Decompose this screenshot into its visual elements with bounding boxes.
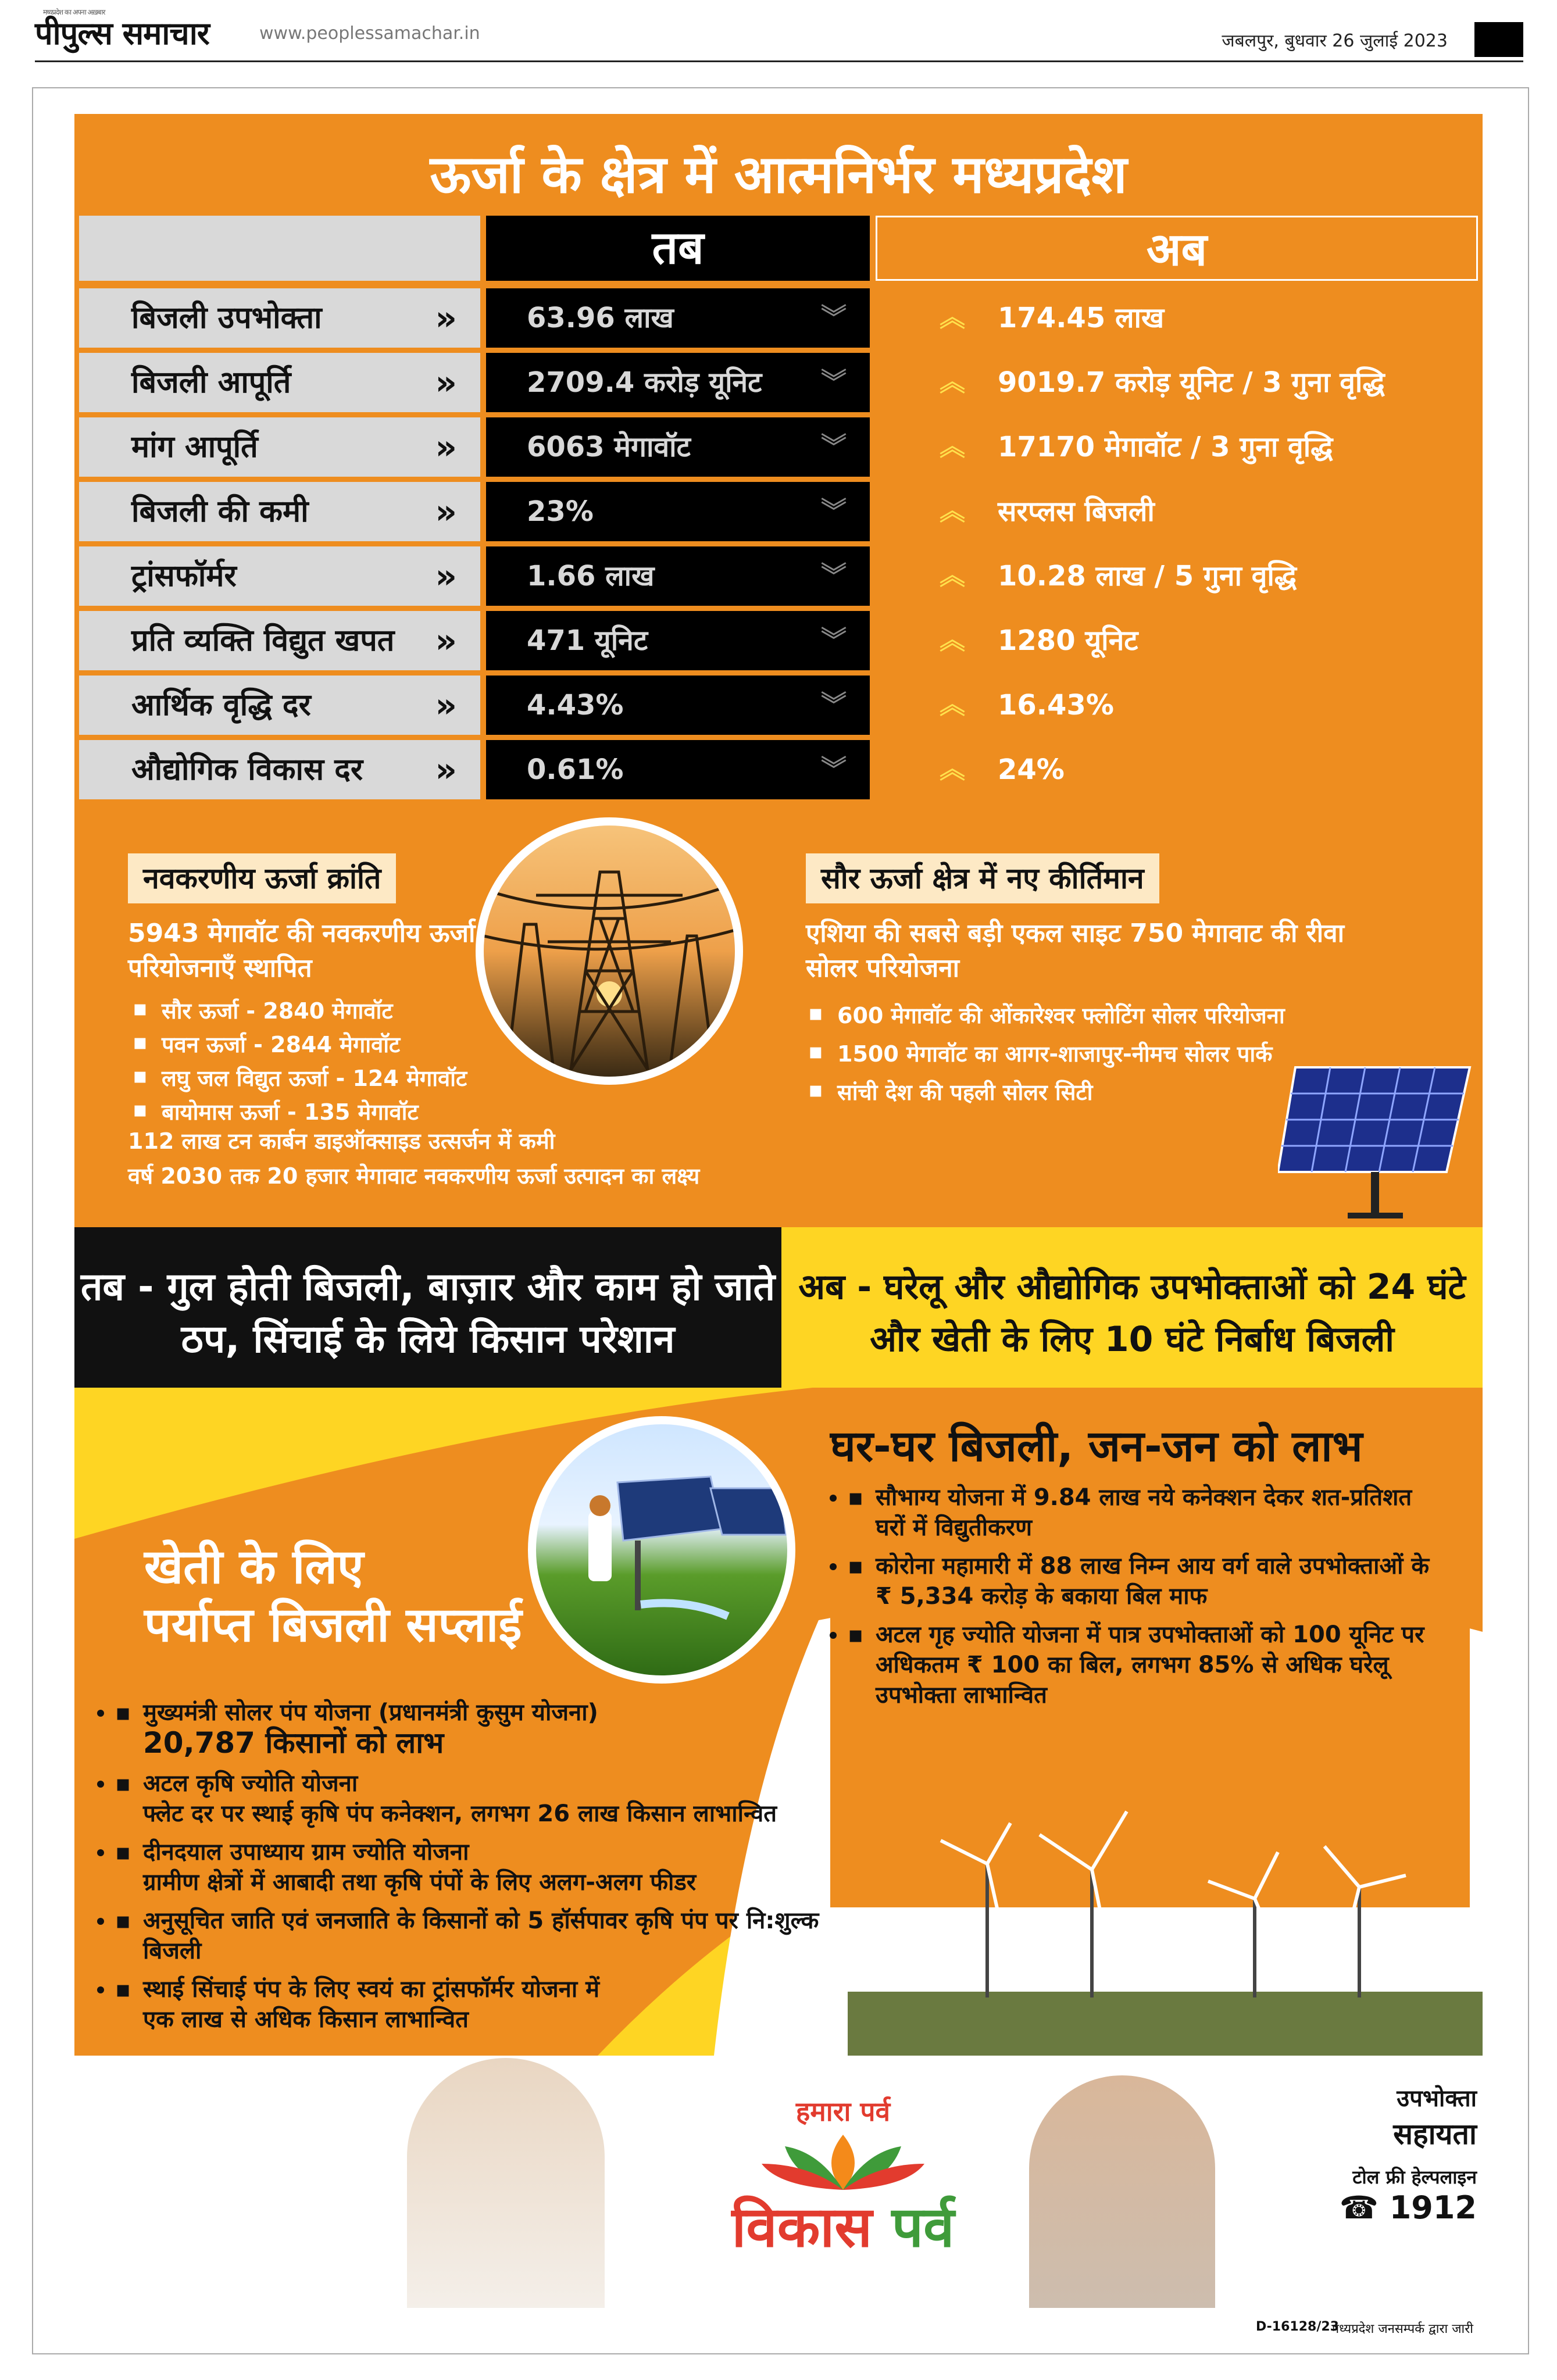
double-chevron-right-icon: »	[435, 621, 457, 660]
row-now-value	[876, 417, 1478, 477]
row-label	[79, 676, 480, 735]
list-item: ▪ पवन ऊर्जा - 2844 मेगावॉट	[133, 1029, 528, 1059]
solar-panel-icon	[1278, 1056, 1476, 1224]
list-item: ▪ सौर ऊर्जा - 2840 मेगावॉट	[133, 995, 528, 1025]
double-chevron-down-icon: ︾	[821, 496, 847, 526]
renewable-tag: नवकरणीय ऊर्जा क्रांति	[128, 853, 396, 903]
table-row	[79, 611, 1478, 670]
logo-big-text	[669, 2195, 1017, 2259]
table-head-blank	[79, 216, 480, 281]
helpline-number-row	[1291, 2189, 1477, 2226]
farm-item-title: मुख्यमंत्री सोलर पंप योजना (प्रधानमंत्री कुसुम योजना)	[143, 1699, 598, 1726]
solar-lead: एशिया की सबसे बड़ी एकल साइट 750 मेगावाट की रीवा सोलर परियोजना	[806, 919, 1344, 983]
solar-farm-icon	[536, 1424, 787, 1675]
row-then-value	[486, 676, 870, 735]
row-label-text: बिजली आपूर्ति	[131, 365, 291, 400]
farm-list	[115, 1689, 842, 2043]
row-label	[79, 611, 480, 670]
list-item: ▪ 1500 मेगावॉट का आगर-शाजापुर-नीमच सोलर पार्क	[808, 1038, 1366, 1069]
band-then-label: तब	[80, 1264, 125, 1309]
helpline-block	[1291, 2081, 1477, 2226]
row-now-value	[876, 482, 1478, 541]
band-now-label: अब	[798, 1267, 845, 1307]
row-then-value	[486, 740, 870, 799]
household-list	[848, 1474, 1441, 1718]
newspaper-logo	[35, 10, 209, 53]
list-item	[115, 1906, 842, 1966]
now-value-text: 1280 यूनिट	[998, 624, 1138, 657]
then-value-text: 4.43%	[527, 689, 624, 721]
double-chevron-down-icon: ︾	[821, 303, 847, 333]
double-chevron-right-icon: »	[435, 750, 457, 789]
footer-code: D-16128/23	[1256, 2320, 1339, 2334]
transmission-tower-icon	[484, 826, 735, 1077]
double-chevron-up-icon: ︽	[940, 496, 965, 526]
portrait-left	[407, 2058, 605, 2308]
list-item: ▪ 600 मेगावॉट की ओंकारेश्वर फ्लोटिंग सोलर परियोजना	[808, 1000, 1366, 1030]
farm-item-title: अनुसूचित जाति एवं जनजाति के किसानों को 5 हॉर्सपावर कृषि पंप पर नि:शुल्क बिजली	[143, 1907, 819, 1964]
farm-item-detail: फ्लेट दर पर स्थाई कृषि पंप कनेक्शन, लगभग 26 लाख किसान लाभान्वित	[143, 1800, 777, 1827]
double-chevron-up-icon: ︽	[940, 432, 965, 462]
double-chevron-down-icon: ︾	[821, 690, 847, 720]
farm-solar-photo	[528, 1416, 795, 1684]
list-item: ▪ • कोरोना महामारी में 88 लाख निम्न आय वर्ग वाले उपभोक्ताओं के ₹ 5,334 करोड़ के बकाया बिल माफ	[848, 1551, 1441, 1611]
then-value-text: 1.66 लाख	[527, 560, 655, 592]
row-label	[79, 353, 480, 412]
table-row	[79, 546, 1478, 606]
then-value-text: 63.96 लाख	[527, 302, 674, 334]
row-now-value	[876, 288, 1478, 348]
now-value-text: सरप्लस बिजली	[998, 495, 1155, 528]
row-now-value	[876, 353, 1478, 412]
now-value-text: 16.43%	[998, 689, 1114, 721]
then-value-text: 0.61%	[527, 753, 624, 786]
farm-item-detail: एक लाख से अधिक किसान लाभान्वित	[143, 2006, 469, 2033]
solar-tag: सौर ऊर्जा क्षेत्र में नए कीर्तिमान	[806, 853, 1159, 903]
dateline: जबलपुर, बुधवार 26 जुलाई 2023	[1222, 31, 1448, 51]
farm-heading-line-2: पर्याप्त बिजली सप्लाई	[144, 1598, 522, 1653]
row-then-value	[486, 288, 870, 348]
farm-item-title: स्थाई सिंचाई पंप के लिए स्वयं का ट्रांसफॉर्मर योजना में	[143, 1976, 600, 2003]
logo-big-word-2: पर्व	[891, 2195, 955, 2260]
logo-text: पीपुल्स समाचार	[35, 15, 209, 52]
row-label-text: मांग आपूर्ति	[131, 430, 258, 464]
now-value-text: 174.45 लाख	[998, 302, 1165, 334]
row-then-value	[486, 611, 870, 670]
table-head-then: तब	[486, 216, 870, 281]
list-item: ▪ • अटल गृह ज्योति योजना में पात्र उपभोक्ताओं को 100 यूनिट पर अधिकतम ₹ 100 का बिल, लगभग 85% से अधिक घरेलू उपभोक्ता लाभान्वित	[848, 1620, 1441, 1710]
row-label-text: बिजली उपभोक्ता	[131, 301, 322, 335]
helpline-line-3: टोल फ्री हेल्पलाइन	[1352, 2166, 1477, 2188]
then-value-text: 23%	[527, 495, 594, 528]
row-label-text: बिजली की कमी	[131, 494, 309, 529]
farm-item-detail: ग्रामीण क्षेत्रों में आबादी तथा कृषि पंपों के लिए अलग-अलग फीडर	[143, 1869, 697, 1896]
row-now-value	[876, 740, 1478, 799]
page-title: ऊर्जा के क्षेत्र में आत्मनिर्भर मध्यप्रदेश	[430, 144, 1127, 205]
renewable-lead: 5943 मेगावॉट की नवकरणीय ऊर्जा परियोजनाएँ स्थापित	[128, 919, 476, 983]
now-value-text: 9019.7 करोड़ यूनिट / 3 गुना वृद्धि	[998, 366, 1385, 399]
farm-item-title: अटल कृषि ज्योति योजना	[143, 1770, 358, 1797]
row-then-value	[486, 353, 870, 412]
list-item: ▪ • सौभाग्य योजना में 9.84 लाख नये कनेक्शन देकर शत-प्रतिशत घरों में विद्युतीकरण	[848, 1482, 1441, 1543]
renewable-list	[133, 992, 528, 1130]
row-then-value	[486, 417, 870, 477]
double-chevron-up-icon: ︽	[940, 690, 965, 720]
farm-heading-line-1: खेती के लिए	[144, 1539, 364, 1595]
row-label	[79, 546, 480, 606]
portrait-right	[1029, 2075, 1215, 2308]
vikas-parv-logo	[669, 2093, 1017, 2296]
masthead	[35, 0, 1523, 63]
table-row	[79, 353, 1478, 412]
table-row	[79, 288, 1478, 348]
now-value-text: 24%	[998, 753, 1065, 786]
list-item	[115, 1698, 842, 1760]
table-row	[79, 676, 1478, 735]
renewable-line-1: 112 लाख टन कार्बन डाइऑक्साइड उत्सर्जन में कमी	[128, 1128, 555, 1154]
table-row	[79, 417, 1478, 477]
band-now	[781, 1227, 1483, 1388]
band-then-text: - गुल होती बिजली, बाज़ार और काम हो जाते ठप, सिंचाई के लिये किसान परेशान	[124, 1264, 776, 1361]
double-chevron-up-icon: ︽	[940, 755, 965, 784]
helpline-line-2: सहायता	[1393, 2117, 1477, 2151]
row-now-value	[876, 546, 1478, 606]
list-item: ▪ लघु जल विद्युत ऊर्जा - 124 मेगावॉट	[133, 1063, 528, 1093]
now-value-text: 17170 मेगावॉट / 3 गुना वृद्धि	[998, 431, 1333, 463]
advertisement	[74, 114, 1483, 2056]
double-chevron-up-icon: ︽	[940, 626, 965, 655]
household-heading: घर-घर बिजली, जन-जन को लाभ	[830, 1421, 1363, 1471]
now-value-text: 10.28 लाख / 5 गुना वृद्धि	[998, 560, 1297, 592]
row-now-value	[876, 676, 1478, 735]
list-item	[115, 1768, 842, 1829]
double-chevron-right-icon: »	[435, 685, 457, 725]
list-item: ▪ सांची देश की पहली सोलर सिटी	[808, 1077, 1366, 1107]
farm-item-detail: 20,787 किसानों को लाभ	[143, 1726, 444, 1760]
page-marker-box	[1474, 22, 1523, 57]
masthead-rule	[35, 60, 1523, 62]
list-item: ▪ बायोमास ऊर्जा - 135 मेगावॉट	[133, 1096, 528, 1127]
double-chevron-right-icon: »	[435, 298, 457, 338]
row-label	[79, 740, 480, 799]
logo-small-text: हमारा पर्व	[795, 2096, 891, 2127]
double-chevron-up-icon: ︽	[940, 303, 965, 333]
footer-issuer: मध्यप्रदेश जनसम्पर्क द्वारा जारी	[1331, 2322, 1473, 2336]
band-now-text: - घरेलू और औद्योगिक उपभोक्ताओं को 24 घंटे और खेती के लिए 10 घंटे निर्बाध बिजली	[845, 1267, 1466, 1360]
renewable-line-2: वर्ष 2030 तक 20 हजार मेगावाट नवकरणीय ऊर्जा उत्पादन का लक्ष्य	[128, 1163, 700, 1189]
row-label-text: प्रति व्यक्ति विद्युत खपत	[131, 623, 395, 658]
farm-heading	[144, 1538, 522, 1654]
row-label-text: ट्रांसफॉर्मर	[131, 559, 237, 594]
table-head-now: अब	[876, 216, 1478, 281]
wind-turbines-photo	[848, 1800, 1483, 2056]
row-then-value	[486, 482, 870, 541]
row-now-value	[876, 611, 1478, 670]
band-then	[74, 1227, 781, 1388]
lotus-icon	[756, 2129, 930, 2193]
then-value-text: 6063 मेगावॉट	[527, 431, 691, 463]
then-value-text: 2709.4 करोड़ यूनिट	[527, 366, 762, 399]
then-value-text: 471 यूनिट	[527, 624, 648, 657]
double-chevron-right-icon: »	[435, 363, 457, 402]
double-chevron-down-icon: ︾	[821, 626, 847, 655]
double-chevron-down-icon: ︾	[821, 367, 847, 397]
double-chevron-down-icon: ︾	[821, 561, 847, 591]
website-url: www.peoplessamachar.in	[259, 23, 480, 44]
row-label	[79, 288, 480, 348]
row-label-text: आर्थिक वृद्धि दर	[131, 688, 311, 723]
table-row	[79, 740, 1478, 799]
row-label	[79, 482, 480, 541]
double-chevron-right-icon: »	[435, 427, 457, 467]
list-item	[115, 1837, 842, 1897]
double-chevron-up-icon: ︽	[940, 367, 965, 397]
double-chevron-down-icon: ︾	[821, 432, 847, 462]
row-label-text: औद्योगिक विकास दर	[131, 752, 363, 787]
double-chevron-up-icon: ︽	[940, 561, 965, 591]
helpline-line-1: उपभोक्ता	[1397, 2085, 1477, 2112]
logo-big-word-1: विकास	[731, 2195, 873, 2260]
double-chevron-right-icon: »	[435, 492, 457, 531]
logo-tagline: मध्यप्रदेश का अपना अख़बार	[43, 8, 105, 16]
farm-item-title: दीनदयाल उपाध्याय ग्राम ज्योति योजना	[143, 1839, 469, 1866]
helpline-number: 1912	[1389, 2189, 1477, 2226]
double-chevron-right-icon: »	[435, 556, 457, 596]
row-label	[79, 417, 480, 477]
double-chevron-down-icon: ︾	[821, 755, 847, 784]
row-then-value	[486, 546, 870, 606]
list-item	[115, 1974, 842, 2035]
table-row	[79, 482, 1478, 541]
power-tower-photo	[476, 817, 743, 1085]
phone-icon: ☎	[1339, 2189, 1379, 2226]
